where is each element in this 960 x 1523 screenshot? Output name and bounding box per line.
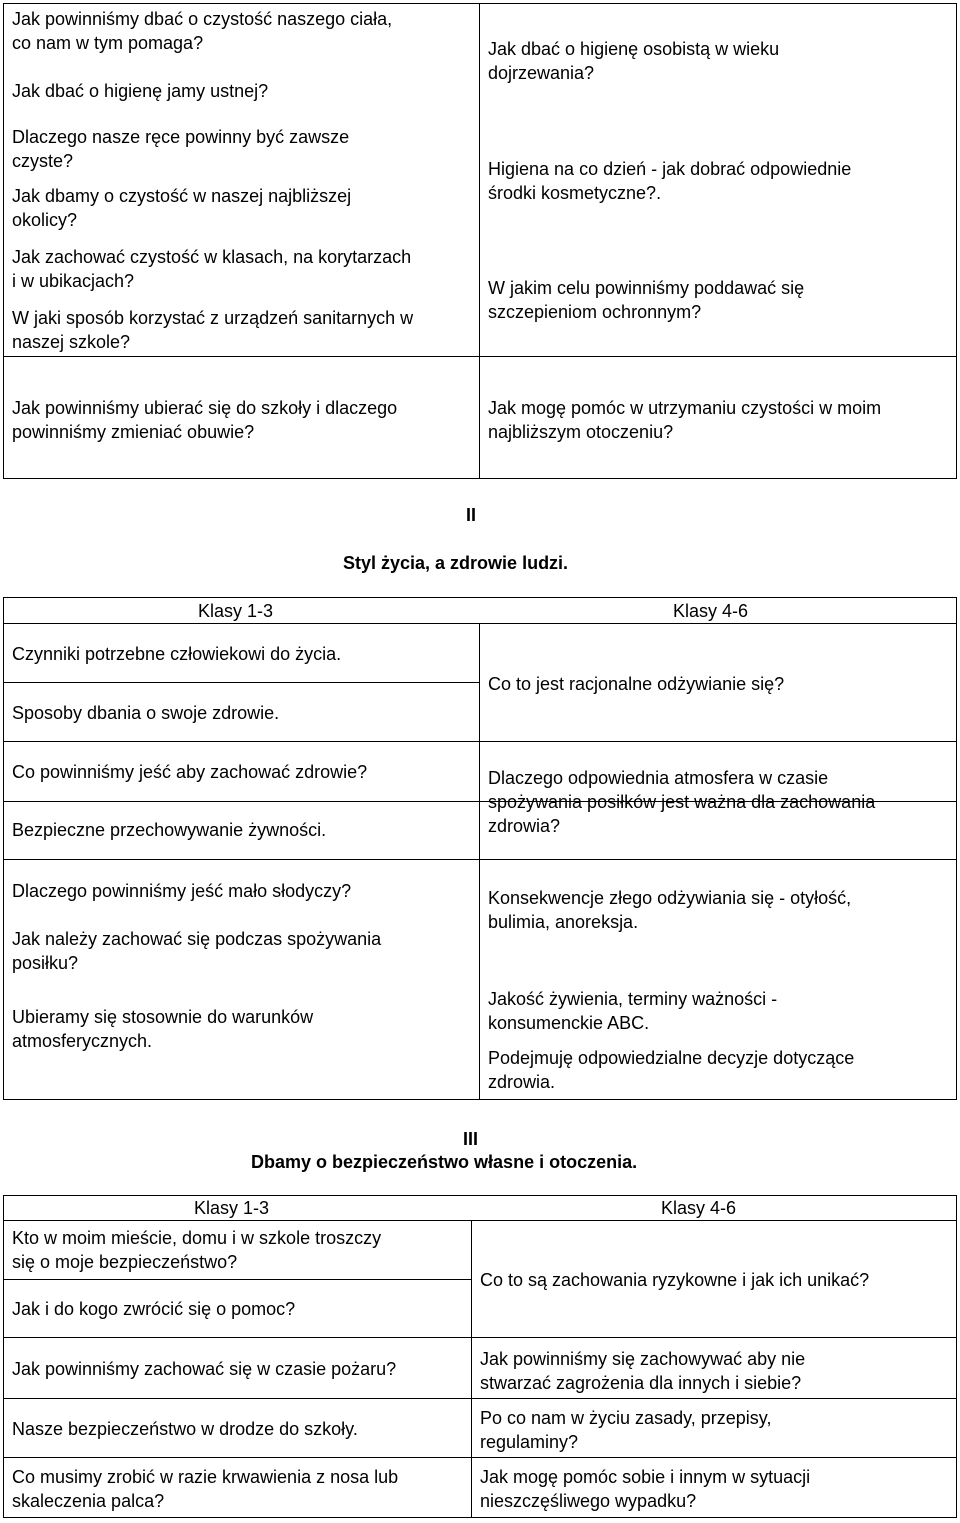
s1-left-line: czyste? bbox=[12, 151, 74, 171]
s1-right-line: Jak dbać o higienę osobistą w wieku bbox=[488, 39, 780, 59]
s3-row-divider bbox=[3, 1457, 956, 1458]
s1-right-line: środki kosmetyczne?. bbox=[488, 183, 662, 203]
s2-right-line: zdrowia. bbox=[488, 1072, 556, 1092]
s3-row-divider bbox=[3, 1337, 956, 1338]
s3-left-line: Jak i do kogo zwrócić się o pomoc? bbox=[12, 1299, 296, 1319]
s1-right-line: Higiena na co dzień - jak dobrać odpowiednie bbox=[488, 159, 852, 179]
s1-left-line: naszej szkole? bbox=[12, 332, 131, 352]
s1-center-border bbox=[479, 3, 480, 479]
s2-left-line: Bezpieczne przechowywanie żywności. bbox=[12, 820, 327, 840]
s1-right-line: W jakim celu powinniśmy poddawać się bbox=[488, 278, 805, 298]
s2-right-line: Jakość żywienia, terminy ważności - bbox=[488, 989, 778, 1009]
s2-left-divider bbox=[3, 801, 479, 802]
s2-center-border bbox=[479, 623, 480, 1100]
s2-left-line: posiłku? bbox=[12, 953, 79, 973]
s2-left-border bbox=[3, 597, 4, 1100]
section-title: Styl życia, a zdrowie ludzi. bbox=[343, 553, 569, 573]
s2-left-divider bbox=[3, 682, 479, 683]
s1-left-line: Jak dbamy o czystość w naszej najbliższej bbox=[12, 186, 352, 206]
s2-right-line: zdrowia? bbox=[488, 816, 561, 836]
s2-right-line: Podejmuję odpowiedzialne decyzje dotyczące bbox=[488, 1048, 855, 1068]
s2-right-line: spożywania posiłków jest ważna dla zachowania bbox=[488, 792, 876, 812]
s2-left-line: Jak należy zachować się podczas spożywania bbox=[12, 929, 382, 949]
s1-left-line: Jak dbać o higienę jamy ustnej? bbox=[12, 81, 269, 101]
s3-right-line: regulaminy? bbox=[480, 1432, 579, 1452]
section-number: III bbox=[463, 1129, 479, 1149]
s3-left-line: się o moje bezpieczeństwo? bbox=[12, 1252, 238, 1272]
s3-bottom-border bbox=[3, 1517, 956, 1518]
s1-right-border bbox=[956, 3, 957, 479]
s3-header-border bbox=[3, 1220, 956, 1221]
s2-left-line: Co powinniśmy jeść aby zachować zdrowie? bbox=[12, 762, 368, 782]
s3-center-border bbox=[471, 1220, 472, 1518]
s2-right-border bbox=[956, 597, 957, 1100]
s2-right-line: konsumenckie ABC. bbox=[488, 1013, 650, 1033]
s3-right-line: Jak mogę pomóc sobie i innym w sytuacji bbox=[480, 1467, 811, 1487]
s3-left-line: Co musimy zrobić w razie krwawienia z nosa lub bbox=[12, 1467, 399, 1487]
s2-top-border bbox=[3, 597, 956, 598]
s3-top-border bbox=[3, 1195, 956, 1196]
s1-left-bottom-line: powinniśmy zmieniać obuwie? bbox=[12, 422, 255, 442]
s2-right-line: Dlaczego odpowiednia atmosfera w czasie bbox=[488, 768, 829, 788]
s1-left-border bbox=[3, 3, 4, 479]
s3-left-line: Nasze bezpieczeństwo w drodze do szkoły. bbox=[12, 1419, 358, 1439]
s1-left-line: co nam w tym pomaga? bbox=[12, 33, 204, 53]
s1-left-line: Jak zachować czystość w klasach, na korytarzach bbox=[12, 247, 412, 267]
s2-right-line: Co to jest racjonalne odżywianie się? bbox=[488, 674, 785, 694]
s2-right-line: Konsekwencje złego odżywiania się - otyłość, bbox=[488, 888, 852, 908]
s1-left-line: okolicy? bbox=[12, 210, 78, 230]
s3-left-border bbox=[3, 1195, 4, 1518]
s1-left-line: i w ubikacjach? bbox=[12, 271, 135, 291]
s3-header-right: Klasy 4-6 bbox=[661, 1198, 737, 1218]
s2-right-line: bulimia, anoreksja. bbox=[488, 912, 639, 932]
s3-right-line: Co to są zachowania ryzykowne i jak ich unikać? bbox=[480, 1270, 870, 1290]
s1-right-line: szczepieniom ochronnym? bbox=[488, 302, 702, 322]
s1-right-line: dojrzewania? bbox=[488, 63, 595, 83]
s2-header-left: Klasy 1-3 bbox=[198, 601, 274, 621]
s2-left-line: Czynniki potrzebne człowiekowi do życia. bbox=[12, 644, 342, 664]
s1-right-bottom-line: Jak mogę pomóc w utrzymaniu czystości w moim bbox=[488, 398, 882, 418]
s1-left-line: W jaki sposób korzystać z urządzeń sanitarnych w bbox=[12, 308, 414, 328]
s2-left-line: Ubieramy się stosownie do warunków bbox=[12, 1007, 314, 1027]
s3-left-line: skaleczenia palca? bbox=[12, 1491, 165, 1511]
s3-right-line: Jak powinniśmy się zachowywać aby nie bbox=[480, 1349, 806, 1369]
s1-left-line: Dlaczego nasze ręce powinny być zawsze bbox=[12, 127, 350, 147]
s3-left-line: Jak powinniśmy zachować się w czasie pożaru? bbox=[12, 1359, 397, 1379]
s3-right-line: Po co nam w życiu zasady, przepisy, bbox=[480, 1408, 772, 1428]
s3-right-line: stwarzać zagrożenia dla innych i siebie? bbox=[480, 1373, 802, 1393]
s3-header-left: Klasy 1-3 bbox=[194, 1198, 270, 1218]
s3-left-divider bbox=[3, 1279, 471, 1280]
s1-right-bottom-line: najbliższym otoczeniu? bbox=[488, 422, 674, 442]
s2-left-line: atmosferycznych. bbox=[12, 1031, 153, 1051]
s2-left-line: Dlaczego powinniśmy jeść mało słodyczy? bbox=[12, 881, 352, 901]
section-number: II bbox=[466, 505, 477, 525]
s1-left-bottom-line: Jak powinniśmy ubierać się do szkoły i dlaczego bbox=[12, 398, 398, 418]
s3-right-line: nieszczęśliwego wypadku? bbox=[480, 1491, 697, 1511]
s3-row-divider bbox=[3, 1398, 956, 1399]
s3-left-line: Kto w moim mieście, domu i w szkole troszczy bbox=[12, 1228, 382, 1248]
s2-left-line: Sposoby dbania o swoje zdrowie. bbox=[12, 703, 280, 723]
section-title: Dbamy o bezpieczeństwo własne i otoczenia. bbox=[251, 1152, 638, 1172]
s3-right-border bbox=[956, 1195, 957, 1518]
s2-header-right: Klasy 4-6 bbox=[673, 601, 749, 621]
s1-left-line: Jak powinniśmy dbać o czystość naszego ciała, bbox=[12, 9, 393, 29]
